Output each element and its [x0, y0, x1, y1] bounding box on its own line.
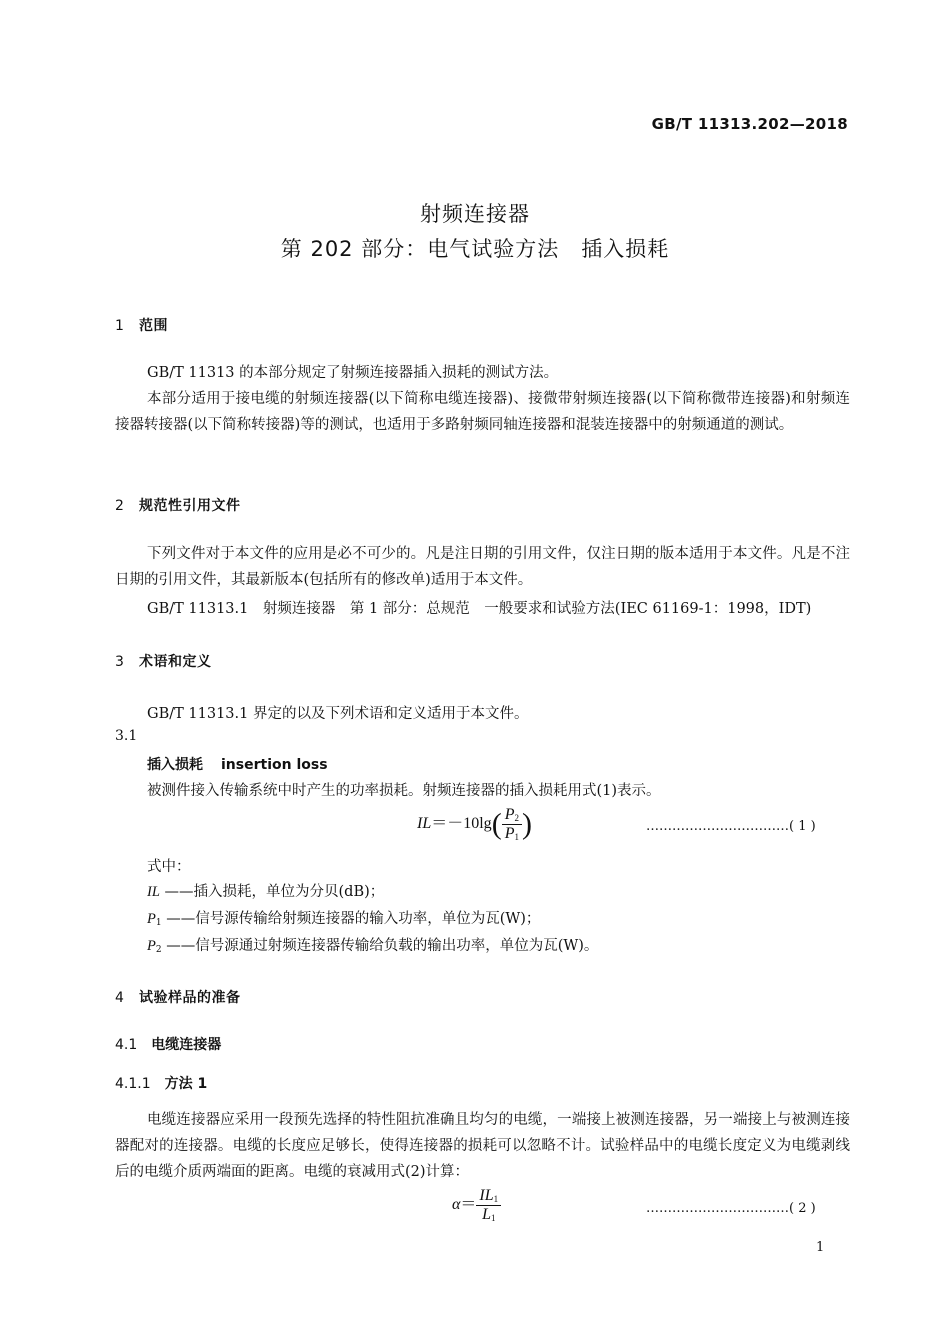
denominator-var: P	[504, 825, 515, 842]
variable-description: ——信号源传输给射频连接器的输入功率，单位为瓦(W)；	[161, 911, 541, 927]
section-title: 范围	[139, 318, 168, 334]
denominator-sub: 1	[514, 832, 519, 842]
section-1-paragraph-1: GB/T 11313 的本部分规定了射频连接器插入损耗的测试方法。	[147, 365, 559, 381]
standard-code: GB/T 11313.202—2018	[651, 115, 848, 133]
section-3-paragraph-1: GB/T 11313.1 界定的以及下列术语和定义适用于本文件。	[147, 706, 529, 722]
leader-dots: ……………………………	[646, 819, 789, 834]
numerator-sub: 2	[514, 813, 519, 823]
where-label: 式中：	[147, 859, 191, 875]
section-number: 3	[115, 654, 125, 670]
formula-fraction	[502, 806, 522, 843]
term-chinese: 插入损耗	[147, 757, 203, 773]
section-title: 术语和定义	[139, 654, 212, 670]
section-4-heading	[115, 987, 241, 1007]
numerator-sub: 1	[493, 1194, 499, 1204]
document-title-line1: 射频连接器	[420, 202, 530, 226]
formula-1: IL＝－10lg( $\frac{P_2}{P_1}$ )	[417, 806, 532, 842]
denominator-sub: 1	[490, 1213, 496, 1223]
equation-number: ( 1 )	[789, 819, 816, 834]
section-1-heading	[115, 315, 168, 335]
section-4-1-1-paragraph: 电缆连接器应采用一段预先选择的特性阻抗准确且均匀的电缆，一端接上被测连接器，另一端接上与被测连接器配对的连接器。电缆的长度应足够长，使得连接器的损耗可以忽略不计。试验样品中的电缆长度定义为电缆剥线后的电缆介质两端面的距离。电缆的衰减用式(2)计算：	[115, 1112, 850, 1180]
subsection-title: 方法 1	[164, 1076, 208, 1092]
leader-dots: ……………………………	[646, 1201, 789, 1216]
section-title: 试验样品的准备	[139, 990, 241, 1006]
subsection-4-1-1-heading	[115, 1073, 207, 1093]
numerator-var: P	[504, 806, 515, 823]
variable-definition	[147, 907, 540, 928]
variable-subscript: 1	[155, 918, 162, 928]
numerator-var: IL	[479, 1187, 494, 1204]
subsection-4-1-heading	[115, 1034, 221, 1054]
variable-subscript: 2	[155, 945, 162, 955]
variable-symbol: P	[147, 911, 156, 927]
subsection-3-1-number: 3.1	[115, 728, 138, 744]
denominator-var: L	[482, 1206, 491, 1223]
formula-2-leader	[646, 1201, 816, 1216]
variable-definition	[147, 880, 384, 901]
subsection-number: 4.1	[115, 1037, 138, 1053]
equation-number: ( 2 )	[789, 1201, 816, 1216]
section-1-paragraph-2: 本部分适用于接电缆的射频连接器(以下简称电缆连接器)、接微带射频连接器(以下简称微带连接器)和射频连接器转接器(以下简称转接器)等的测试，也适用于多路射频同轴连接器和混装连接器中的射频通道的测试。	[115, 391, 850, 433]
variable-definition	[147, 934, 598, 955]
term-definition: 被测件接入传输系统中时产生的功率损耗。射频连接器的插入损耗用式(1)表示。	[147, 783, 661, 799]
section-number: 4	[115, 990, 125, 1006]
formula-operator: ＝	[460, 1196, 477, 1214]
formula-lhs: α	[452, 1196, 461, 1214]
variable-description: ——信号源通过射频连接器传输给负载的输出功率，单位为瓦(W)。	[161, 938, 599, 954]
section-2-heading	[115, 495, 241, 515]
formula-2	[452, 1187, 501, 1224]
formula-operator: ＝－10lg	[431, 815, 492, 833]
subsection-number: 4.1.1	[115, 1076, 151, 1092]
formula-fraction	[476, 1187, 501, 1224]
section-number: 2	[115, 498, 125, 514]
variable-symbol: P	[147, 938, 156, 954]
page-number: 1	[816, 1240, 825, 1255]
subsection-title: 电缆连接器	[151, 1037, 222, 1053]
section-3-heading	[115, 651, 212, 671]
normative-reference: GB/T 11313.1 射频连接器 第 1 部分：总规范 一般要求和试验方法(IEC 61169-1：1998，IDT)	[147, 601, 812, 617]
formula-1-leader	[646, 819, 816, 834]
term-english: insertion loss	[221, 757, 328, 773]
document-title-line2: 第 202 部分：电气试验方法 插入损耗	[280, 237, 670, 261]
formula-lhs: IL	[417, 815, 432, 833]
variable-symbol: IL	[147, 884, 160, 900]
variable-description: ——插入损耗，单位为分贝(dB)；	[159, 884, 385, 900]
section-title: 规范性引用文件	[139, 498, 241, 514]
term-entry	[147, 754, 328, 774]
section-2-paragraph-1: 下列文件对于本文件的应用是必不可少的。凡是注日期的引用文件，仅注日期的版本适用于本文件。凡是不注日期的引用文件，其最新版本(包括所有的修改单)适用于本文件。	[115, 546, 850, 588]
section-number: 1	[115, 318, 125, 334]
